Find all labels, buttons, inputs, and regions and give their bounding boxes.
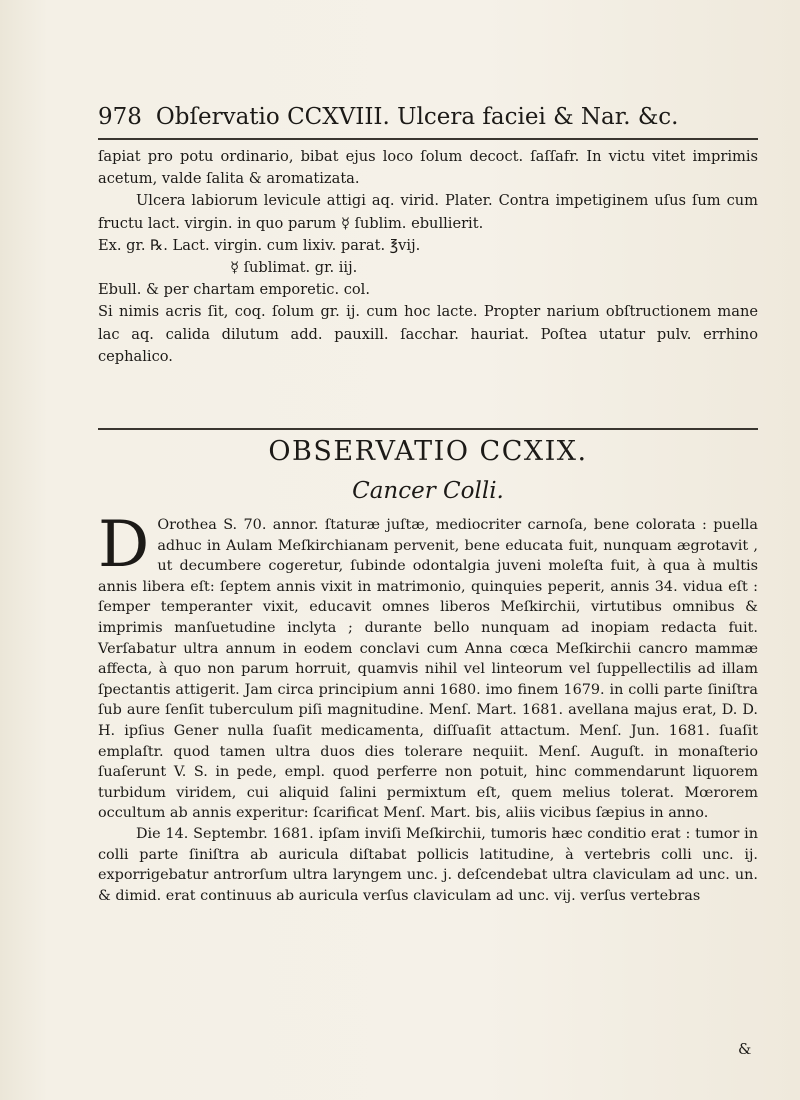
- recipe-line: Ex. gr. ℞. Lact. virgin. cum lixiv. parat. ℥vij.: [98, 236, 421, 254]
- previous-observation-text: [98, 146, 758, 368]
- catchword: &: [738, 1040, 752, 1058]
- running-header: [98, 104, 758, 130]
- paragraph: ſapiat pro potu ordinario, bibat ejus loco ſolum decoct. ſaſſafr. In victu vitet imprimis acetum, valde ſalita & aromatizata.: [98, 148, 758, 188]
- running-title: Obſervatio CCXVIII. Ulcera faciei & Nar. &c.: [155, 104, 679, 130]
- recipe-line: Ebull. & per chartam emporetic. col.: [98, 281, 370, 299]
- recipe-line: ☿ ſublimat. gr. iij.: [230, 259, 358, 277]
- paragraph: Die 14. Septembr. 1681. ipſam inviſi Meſkirchii, tumoris hæc conditio erat : tumor in colli parte ſiniſtra ab auricula diſtabat pollicis latitudine, à vertebris colli unc. ij. exporrigebatur antrorſum ultra laryngem unc. j. deſcendebat ultra claviculam ad unc. un. & dimid. erat continuus ab auricula verſus claviculam ad unc. vij. verſus vertebras: [98, 825, 758, 904]
- observation-subtitle: Cancer Colli.: [352, 478, 504, 504]
- paragraph-text: Orothea S. 70. annor. ſtaturæ juſtæ, mediocriter carnoſa, bene colorata : puella adhuc in Aulam Meſkirchianam pervenit, bene educata fuit, nunquam ægrotavit , ut decumbere cogeretur, ſubinde odontalgia juveni moleſta fuit, à qua à multis annis libera eſt: ſeptem annis vixit in matrimonio, quinquies peperit, annis 34. vidua eſt : ſemper temperanter vixit, educavit omnes liberos Meſkirchii, virtutibus omnibus & imprimis manſuetudine inclyta ; durante bello nunquam ad inopiam redacta fuit. Verſabatur ultra annum in eodem conclavi cum Anna cœca Meſkirchii cancro mammæ affecta, à quo non parum horruit, quamvis nihil vel linteorum vel ſuppellectilis ad illam ſpectantis attigerit. Jam circa principium anni 1680. imo finem 1679. in colli parte ſiniſtra ſub aure ſenſit tuberculum piſi magnitudine. Menſ. Mart. 1681. avellana majus erat, D. D. H. ipſius Gener nulla ſuaſit medicamenta, diſſuaſit attactum. Menſ. Jun. 1681. ſuaſit emplaſtr. quod tamen ultra duos dies tolerare nequiit. Menſ. Auguſt. in monaſterio ſuaſerunt V. S. in pede, empl. quod perferre non potuit, hinc commendarunt liquorem turbidum viridem, cui aliquid ſalini permixtum eſt, quem melius tolerat. Mœrorem occultum ab annis experitur: ſcarificat Menſ. Mart. bis, aliis vicibus ſæpius in anno.: [98, 517, 758, 822]
- drop-capital: D: [98, 508, 150, 582]
- paragraph: [98, 508, 758, 824]
- observation-text: [98, 508, 758, 906]
- section-rule: [98, 428, 758, 430]
- header-rule: [98, 138, 758, 140]
- paragraph: Ulcera labiorum levicule attigi aq. virid. Plater. Contra impetiginem uſus ſum cum fructu lact. virgin. in quo parum ☿ ſublim. ebullierit.: [98, 192, 758, 232]
- page-number: 978: [98, 104, 142, 130]
- paragraph: Si nimis acris ſit, coq. ſolum gr. ij. cum hoc lacte. Propter narium obſtructionem mane lac aq. calida dilutum add. pauxill. ſacchar. hauriat. Poſtea utatur pulv. errhino cephalico.: [98, 303, 758, 365]
- observation-title: OBSERVATIO CCXIX.: [268, 436, 588, 467]
